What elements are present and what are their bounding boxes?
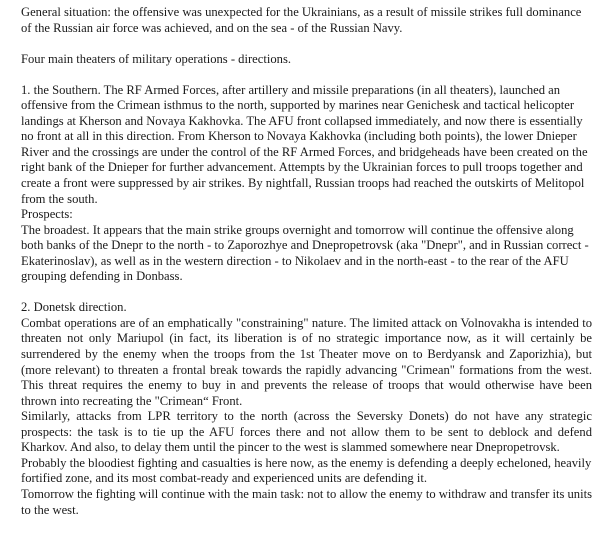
southern-body: 1. the Southern. The RF Armed Forces, after artillery and missile preparations (in all theaters), launched an offensive from the Crimean isthmus to the north, supported by marines near Genichesk and tactical helicopter landings at Kherson and Novaya Kakhovka. The AFU front collapsed immediately, and now there is essentially no front at all in this direction. From Kherson to Novaya Kakhovka (including both points), the lower Dnieper River and the crossings are under the control of the RF Armed Forces, and bridgeheads have been created on the right bank of the Dnieper for further advancement. Attempts by the Ukrainian forces to pull troops together and create a front were suppressed by air strikes. By nightfall, Russian troops had reached the outskirts of Melitopol from the south. (21, 82, 588, 206)
section-southern (21, 83, 592, 285)
prospects-label: Prospects: (21, 207, 73, 222)
prospects-text: The broadest. It appears that the main strike groups overnight and tomorrow will continue the offensive along both banks of the Dnepr to the north - to Zaporozhye and Dnepropetrovsk (aka "Dnepr", and in Russian correct - Ekaterinoslav), as well as in the western direction - to Nikolaev and in the north-east - to the rear of the AFU grouping defending in Donbass. (21, 222, 589, 284)
section-donetsk (21, 300, 592, 518)
donetsk-paragraph-4: Tomorrow the fighting will continue with the main task: not to allow the enemy to withdraw and transfer its units to the west. (21, 486, 592, 517)
donetsk-paragraph-3: Probably the bloodiest fighting and casualties is here now, as the enemy is defending a deeply echeloned, heavily fortified zone, and its most combat-ready and experienced units are defending it. (21, 455, 592, 486)
donetsk-paragraph-2: Similarly, attacks from LPR territory to the north (across the Seversky Donets) do not have any strategic prospects: the task is to tie up the AFU forces there and not allow them to be sent to deblock and defend Kharkov. And also, to delay them until the pincer to the west is slammed somewhere near Dnepropetrovsk. (21, 409, 592, 455)
donetsk-paragraph-1: Combat operations are of an emphatically "constraining" nature. The limited attack on Volnovakha is intended to threaten not only Mariupol (in fact, its liberation is of no strategic importance now, as it will certainly be surrendered by the enemy when the troops from the 1st Theater move on to Berdyansk and Zaporizhia), but (more relevant) to threaten a frontal break towards the rapidly advancing "Crimean" formations from the west. This threat requires the enemy to buy in and prevents the release of troops that would otherwise have been thrown into recreating the "Crimean“ Front. (21, 315, 592, 408)
donetsk-heading: 2. Donetsk direction. (21, 300, 127, 315)
theaters-heading: Four main theaters of military operations - directions. (21, 51, 291, 66)
intro-paragraph: General situation: the offensive was unexpected for the Ukrainians, as a result of missile strikes full dominance of the Russian air force was achieved, and on the sea - of the Russian Navy. (21, 5, 582, 35)
